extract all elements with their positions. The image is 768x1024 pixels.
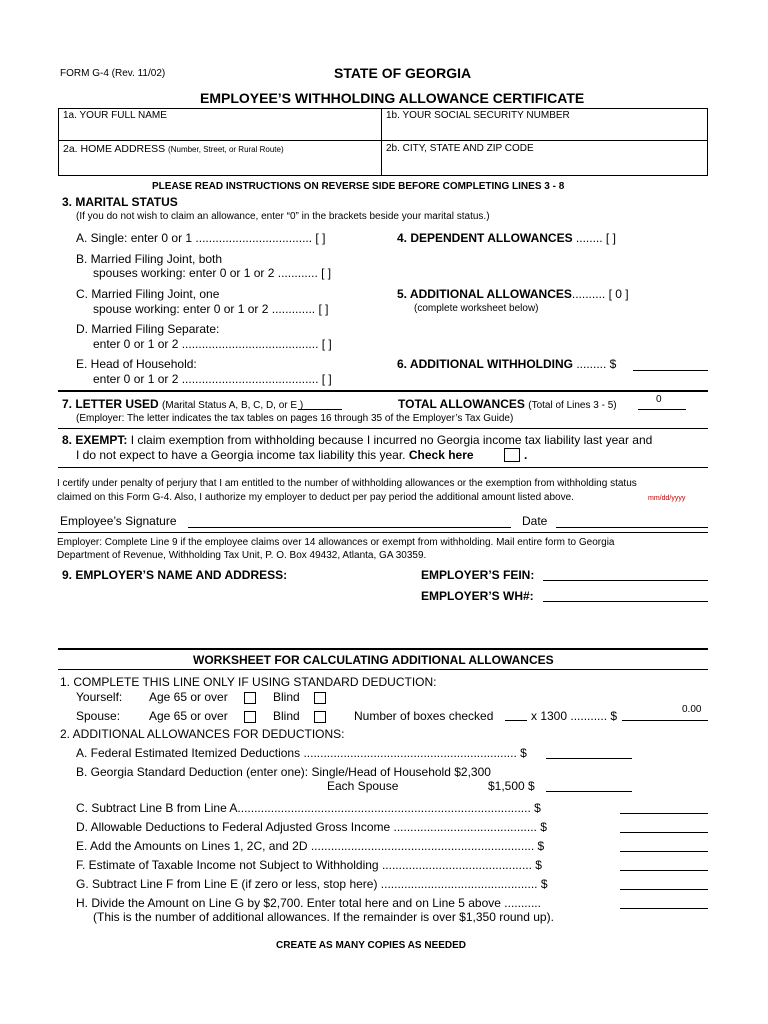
line2b-spouse-amount: $1,500 $ xyxy=(488,779,535,793)
letter-used[interactable]: 7. LETTER USED (Marital Status A, B, C, D, or E ) xyxy=(62,397,304,411)
spouse-age65-checkbox[interactable] xyxy=(244,711,256,723)
exempt-line1: 8. EXEMPT: I claim exemption from withholding because I incurred no Georgia income tax liability last year and xyxy=(62,433,653,447)
marital-c-label: C. Married Filing Joint, one xyxy=(76,287,220,301)
exempt-period: . xyxy=(524,448,528,462)
id-box-vdivider xyxy=(381,108,382,176)
letter-used-line xyxy=(298,409,342,410)
marital-d-label: D. Married Filing Separate: xyxy=(76,322,220,336)
line2g-amount-line[interactable] xyxy=(620,889,708,890)
additional-withholding-line xyxy=(633,370,708,371)
full-name-input[interactable] xyxy=(64,122,378,140)
home-address-input[interactable] xyxy=(64,156,378,174)
worksheet-line1: 1. COMPLETE THIS LINE ONLY IF USING STANDARD DEDUCTION: xyxy=(60,675,437,689)
marital-status-note: (If you do not wish to claim an allowance, enter “0” in the brackets beside your marital status.) xyxy=(76,211,490,222)
city-label: 2b. CITY, STATE AND ZIP CODE xyxy=(386,143,534,154)
additional-allowances[interactable]: 5. ADDITIONAL ALLOWANCES.......... [ 0 ] xyxy=(397,287,629,301)
spouse-label: Spouse: xyxy=(76,709,121,723)
section-divider xyxy=(58,428,708,429)
line2f: F. Estimate of Taxable Income not Subject to Withholding ............................................. $ xyxy=(76,858,542,872)
line2f-amount-line[interactable] xyxy=(620,870,708,871)
employer-wh-label: EMPLOYER’S WH#: xyxy=(421,589,534,603)
exempt-line2: I do not expect to have a Georgia income tax liability this year. Check here xyxy=(76,448,474,462)
section-divider xyxy=(58,532,708,533)
date-label: Date xyxy=(522,514,548,528)
yourself-label: Yourself: xyxy=(76,690,123,704)
boxes-checked-line[interactable] xyxy=(505,720,527,721)
line2c: C. Subtract Line B from Line A........................................................................................ $ xyxy=(76,801,541,815)
additional-allowances-note: (complete worksheet below) xyxy=(414,303,539,314)
marital-c-entry[interactable]: spouse working: enter 0 or 1 or 2 ............. [ ] xyxy=(93,302,329,316)
x1300-label: x 1300 ........... $ xyxy=(531,709,618,723)
footer-copies: CREATE AS MANY COPIES AS NEEDED xyxy=(276,940,467,951)
worksheet-divider xyxy=(58,648,708,650)
line2d-amount-line[interactable] xyxy=(620,832,708,833)
signature-line[interactable] xyxy=(188,527,511,528)
full-name-label: 1a. YOUR FULL NAME xyxy=(63,110,167,121)
total-allowances: TOTAL ALLOWANCES (Total of Lines 3 - 5) xyxy=(398,397,617,411)
marital-a-single[interactable]: A. Single: enter 0 or 1 ................................... [ ] xyxy=(76,231,326,245)
line2a-amount-line[interactable] xyxy=(546,758,632,759)
section-divider xyxy=(58,390,708,392)
yourself-blind-label: Blind xyxy=(273,690,300,704)
date-format-hint: mm/dd/yyyy xyxy=(648,495,686,502)
form-title: EMPLOYEE’S WITHHOLDING ALLOWANCE CERTIFICATE xyxy=(200,90,585,106)
additional-withholding[interactable]: 6. ADDITIONAL WITHHOLDING ......... $ xyxy=(397,357,617,371)
employer-name-label: 9. EMPLOYER’S NAME AND ADDRESS: xyxy=(62,568,288,582)
line2e: E. Add the Amounts on Lines 1, 2C, and 2D ................................................................... $ xyxy=(76,839,545,853)
line1-value: 0.00 xyxy=(682,704,702,715)
worksheet-line2: 2. ADDITIONAL ALLOWANCES FOR DEDUCTIONS: xyxy=(60,727,345,741)
line2h-amount-line[interactable] xyxy=(620,908,708,909)
line2g: G. Subtract Line F from Line E (if zero or less, stop here) ............................................... $ xyxy=(76,877,548,891)
certify-line2: claimed on this Form G-4. Also, I authorize my employer to deduct per pay period the additional amount listed above. xyxy=(57,492,574,503)
yourself-age65-checkbox[interactable] xyxy=(244,692,256,704)
marital-status-heading: 3. MARITAL STATUS xyxy=(62,195,178,209)
employer-fein-label: EMPLOYER’S FEIN: xyxy=(421,568,535,582)
certify-line1: I certify under penalty of perjury that I am entitled to the number of withholding allowances or the exemption from withholding status xyxy=(57,478,637,489)
spouse-blind-checkbox[interactable] xyxy=(314,711,326,723)
exempt-checkbox[interactable] xyxy=(504,448,520,462)
additional-allowances-value: 0 xyxy=(615,287,622,301)
address-label: 2a. HOME ADDRESS (Number, Street, or Rural Route) xyxy=(63,143,284,155)
state-title: STATE OF GEORGIA xyxy=(334,65,472,81)
city-state-zip-input[interactable] xyxy=(387,156,706,174)
date-line[interactable] xyxy=(556,527,708,528)
worksheet-title: WORKSHEET FOR CALCULATING ADDITIONAL ALLOWANCES xyxy=(193,653,554,667)
total-allowances-line xyxy=(638,409,686,410)
total-allowances-value: 0 xyxy=(656,394,662,405)
worksheet-title-underline xyxy=(58,669,708,670)
line2a: A. Federal Estimated Itemized Deductions ................................................................ $ xyxy=(76,746,527,760)
marital-b-label: B. Married Filing Joint, both xyxy=(76,252,223,266)
dependent-allowances[interactable]: 4. DEPENDENT ALLOWANCES ........ [ ] xyxy=(397,231,616,245)
line2h: H. Divide the Amount on Line G by $2,700. Enter total here and on Line 5 above ........... xyxy=(76,896,541,910)
signature-label: Employee’s Signature xyxy=(60,514,177,528)
marital-b-entry[interactable]: spouses working: enter 0 or 1 or 2 ............ [ ] xyxy=(93,266,332,280)
section-divider xyxy=(58,467,708,468)
yourself-age65-label: Age 65 or over xyxy=(149,690,228,704)
line1-amount-line xyxy=(622,720,708,721)
ssn-label: 1b. YOUR SOCIAL SECURITY NUMBER xyxy=(386,110,570,121)
spouse-age65-label: Age 65 or over xyxy=(149,709,228,723)
marital-e-label: E. Head of Household: xyxy=(76,357,197,371)
line2h-note: (This is the number of additional allowances. If the remainder is over $1,350 round up). xyxy=(93,910,554,924)
line2b: B. Georgia Standard Deduction (enter one): Single/Head of Household $2,300 xyxy=(76,765,491,779)
line2d: D. Allowable Deductions to Federal Adjusted Gross Income ........................................... $ xyxy=(76,820,547,834)
line2c-amount-line[interactable] xyxy=(620,813,708,814)
employer-wh-line[interactable] xyxy=(543,601,708,602)
ssn-input[interactable] xyxy=(387,122,706,140)
boxes-checked-label: Number of boxes checked xyxy=(354,709,494,723)
employer-note1: Employer: Complete Line 9 if the employee claims over 14 allowances or exempt from withholding. Mail entire form to Georgia xyxy=(57,537,615,548)
marital-e-entry[interactable]: enter 0 or 1 or 2 ......................................... [ ] xyxy=(93,372,332,386)
employer-note2: Department of Revenue, Withholding Tax Unit, P. O. Box 49432, Atlanta, GA 30359. xyxy=(57,550,427,561)
employer-letter-note: (Employer: The letter indicates the tax tables on pages 16 through 35 of the Employer’s Tax Guide) xyxy=(76,413,514,424)
form-id: FORM G-4 (Rev. 11/02) xyxy=(60,68,166,79)
employer-fein-line[interactable] xyxy=(543,580,708,581)
line2e-amount-line[interactable] xyxy=(620,851,708,852)
spouse-blind-label: Blind xyxy=(273,709,300,723)
id-box-divider xyxy=(58,140,708,141)
line2b-each-spouse: Each Spouse xyxy=(327,779,399,793)
line2b-amount-line[interactable] xyxy=(546,791,632,792)
marital-d-entry[interactable]: enter 0 or 1 or 2 ......................................... [ ] xyxy=(93,337,332,351)
instructions-banner: PLEASE READ INSTRUCTIONS ON REVERSE SIDE BEFORE COMPLETING LINES 3 - 8 xyxy=(152,181,565,192)
yourself-blind-checkbox[interactable] xyxy=(314,692,326,704)
